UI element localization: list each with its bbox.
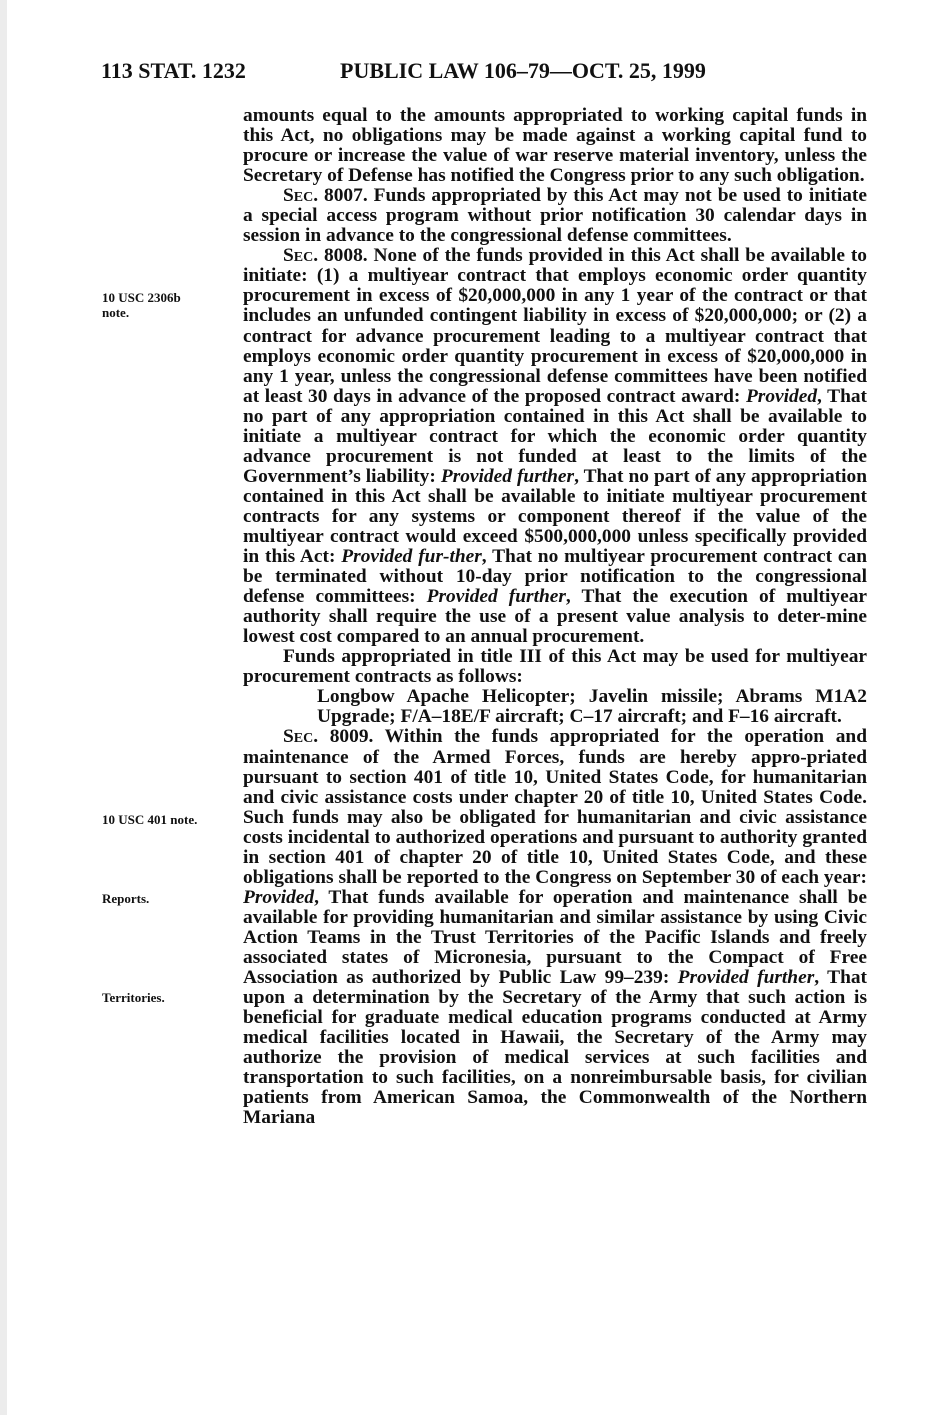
proviso-italic: Provided xyxy=(243,886,315,908)
statute-page-reference: 113 STAT. 1232 xyxy=(101,58,246,83)
statute-body xyxy=(243,106,867,1128)
page-header xyxy=(0,58,949,90)
section-text: Within the funds appropriated for the operation and maintenance of the Armed Forces, funds are hereby appro-priated pursuant to section 401 of title 10, United States Code, for humanitarian and civic assistance costs under chapter 20 of title 10, United States Code. Such funds may also be obligated for humanitarian and civic assistance costs incidental to authorized operations and pursuant to authority granted in section 401 of chapter 20 of title 10, United States Code, and these obligations shall be reported to the Congress on September 30 of each year: xyxy=(243,726,867,888)
margin-note-10usc2306b xyxy=(102,290,181,320)
section-number: . 8009. xyxy=(313,726,374,748)
proviso-italic: Provided further xyxy=(677,967,815,989)
paragraph-multiyear-funds: Funds appropriated in title III of this Act may be used for multiyear procurement contracts as follows: xyxy=(243,646,867,688)
margin-note-line: 10 USC 2306b xyxy=(102,290,181,305)
section-text: , That upon a determination by the Secretary of the Army that such action is beneficial for graduate medical education programs conducted at Army medical facilities located in Hawaii, the Secretary of the Army may authorize the provision of medical services at such facilities and transportation to such facilities, on a nonreimbursable basis, for civilian patients from American Samoa, the Commonwealth of the Northern Mariana xyxy=(243,967,867,1129)
section-text: None of the funds provided in this Act shall be available to initiate: (1) a multiyear contract that employs economic order quantity procurement in excess of $20,000,000 in any 1 year of the contract or that includes an unfunded contingent liability in excess of $20,000,000; or (2) a contract for advance procurement leading to a multiyear contract that employs economic order quantity procurement in excess of $20,000,000 in any 1 year, unless the congressional defense committees have been notified at least 30 days in advance of the proposed contract award: xyxy=(243,245,867,407)
section-8007 xyxy=(243,186,867,246)
section-text: , That funds available for operation and maintenance shall be available for providing humanitarian and similar assistance by using Civic Action Teams in the Trust Territories of the Pacific Islands and freely associated states of Micronesia, pursuant to the Compact of Free Association as authorized by Public Law 99–239: xyxy=(243,886,867,989)
proviso-italic: Provided fur-ther xyxy=(341,546,482,568)
margin-note-territories: Territories. xyxy=(102,990,165,1005)
public-law-heading: PUBLIC LAW 106–79—OCT. 25, 1999 xyxy=(340,58,706,83)
section-8008 xyxy=(243,246,867,647)
proviso-italic: Provided further xyxy=(426,586,566,608)
margin-note-reports: Reports. xyxy=(102,891,150,906)
section-text: , That no multiyear procurement contract can be terminated without 10-day prior notification to the congressional defense committees: xyxy=(243,546,868,608)
section-label: Sec xyxy=(283,726,314,748)
section-label: Sec xyxy=(283,185,314,207)
section-text: , That the execution of multiyear authority shall require the use of a present value analysis to deter-mine lowest cost compared to an annual procurement. xyxy=(243,586,867,648)
page-edge-shadow xyxy=(0,0,7,1415)
aircraft-list: Longbow Apache Helicopter; Javelin missile; Abrams M1A2 Upgrade; F/A–18E/F aircraft; C–17 aircraft; and F–16 aircraft. xyxy=(317,686,867,728)
margin-note-line: note. xyxy=(102,305,130,320)
section-label: Sec xyxy=(283,245,314,267)
section-text: , That no part of any appropriation contained in this Act shall be available to initiate a multiyear contract for which the economic order quantity advance procurement is not funded at least to the limits of the Government’s liability: xyxy=(243,385,868,487)
section-8009 xyxy=(243,727,867,1128)
margin-note-10usc401: 10 USC 401 note. xyxy=(102,812,198,827)
section-number: . 8008. xyxy=(313,245,368,267)
section-text: Funds appropriated by this Act may not be used to initiate a special access program without prior notification 30 calendar days in session in advance to the congressional defense committees. xyxy=(243,185,867,247)
paragraph-continuation: amounts equal to the amounts appropriated to working capital funds in this Act, no obligations may be made against a working capital fund to procure or increase the value of war reserve material inventory, unless the Secretary of Defense has notified the Congress prior to any such obligation. xyxy=(243,105,867,187)
proviso-italic: Provided further xyxy=(440,465,575,487)
section-text: , That no part of any appropriation contained in this Act shall be available to initiate multiyear procurement contracts for any systems or component thereof if the value of the multiyear contract would exceed $500,000,000 unless specifically provided in this Act: xyxy=(243,465,867,568)
section-number: . 8007. xyxy=(313,185,368,207)
proviso-italic: Provided xyxy=(745,385,818,407)
